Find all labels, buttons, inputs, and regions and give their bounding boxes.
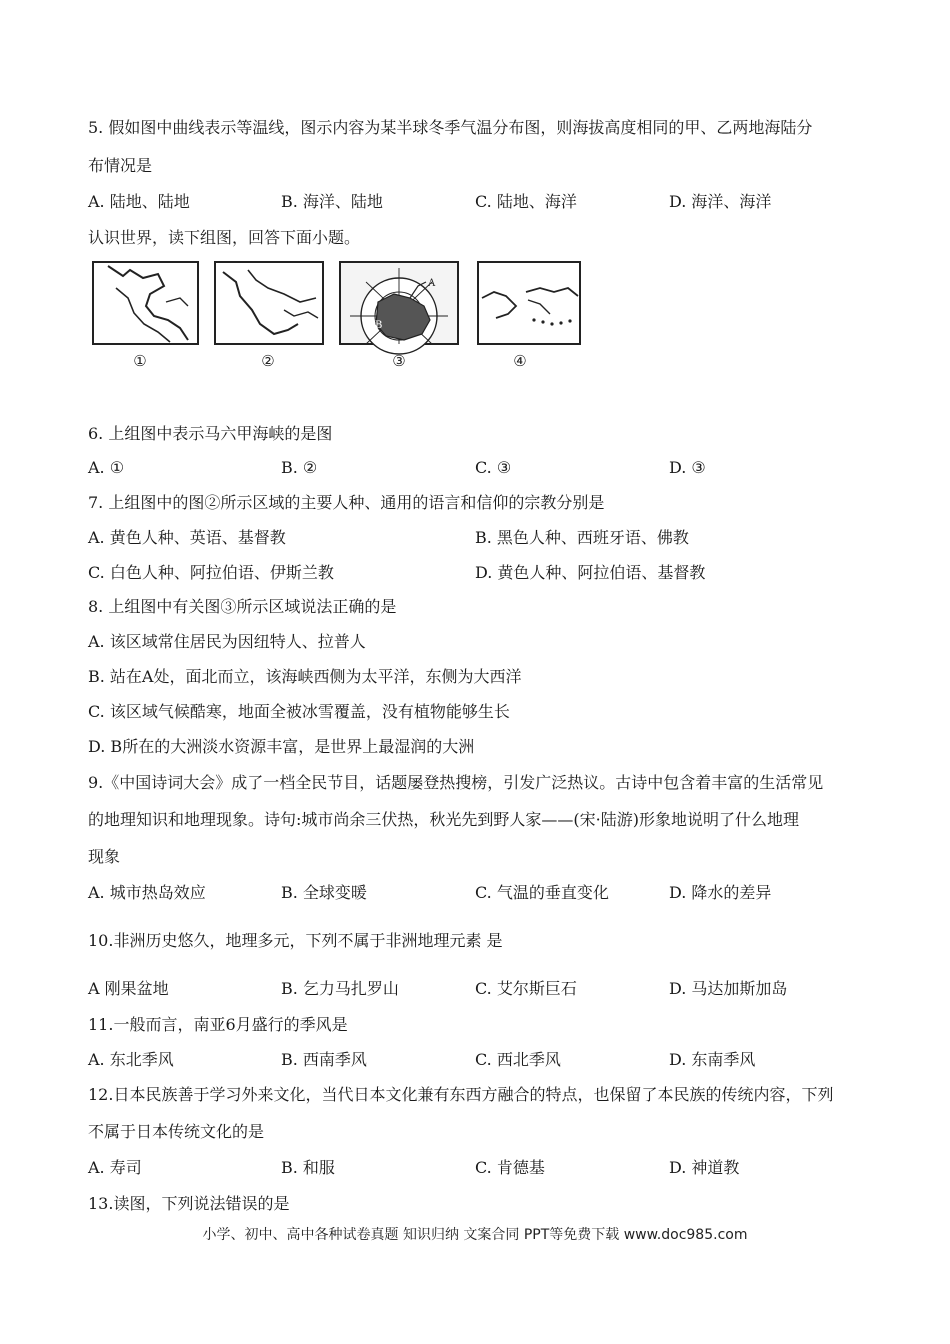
- q9-option-c: C. 气温的垂直变化: [475, 883, 609, 902]
- q9-stem-line2: 的地理知识和地理现象。诗句:城市尚余三伏热，秋光先到野人家——(宋·陆游)形象地说明了什么地理: [88, 810, 799, 829]
- q5-stem-line2: 布情况是: [88, 156, 153, 175]
- q8-option-b: B. 站在A处，面北而立，该海峡西侧为太平洋，东侧为大西洋: [88, 667, 522, 686]
- map-figure-group: [88, 258, 588, 378]
- q12-stem-line2: 不属于日本传统文化的是: [88, 1122, 265, 1141]
- q13-stem: 13.读图，下列说法错误的是: [88, 1194, 290, 1213]
- q9-option-d: D. 降水的差异: [669, 883, 772, 902]
- page-footer: 小学、初中、高中各种试卷真题 知识归纳 文案合同 PPT等免费下载 www.doc985.com: [202, 1227, 748, 1243]
- q7-stem: 7. 上组图中的图②所示区域的主要人种、通用的语言和信仰的宗教分别是: [88, 493, 605, 512]
- q8-option-d: D. B所在的大洲淡水资源丰富，是世界上最湿润的大洲: [88, 737, 475, 756]
- q9-stem-line1: 9.《中国诗词大会》成了一档全民节目，话题屡登热搜榜，引发广泛热议。古诗中包含着丰富的生活常见: [88, 773, 824, 792]
- q8-option-c: C. 该区域气候酷寒，地面全被冰雪覆盖，没有植物能够生长: [88, 702, 510, 721]
- q7-option-c: C. 白色人种、阿拉伯语、伊斯兰教: [88, 563, 334, 582]
- q7-option-b: B. 黑色人种、西班牙语、佛教: [475, 528, 689, 547]
- map-figure-2: [215, 262, 323, 370]
- q10-option-d: D. 马达加斯加岛: [669, 979, 788, 998]
- q11-option-b: B. 西南季风: [281, 1050, 367, 1069]
- q6-option-c: C. ③: [475, 458, 512, 477]
- q11-option-d: D. 东南季风: [669, 1050, 756, 1069]
- q5-option-b: B. 海洋、陆地: [281, 192, 383, 211]
- q12-option-c: C. 肯德基: [475, 1158, 545, 1177]
- map-figure-3-point-a: A: [428, 278, 436, 289]
- q7-option-a: A. 黄色人种、英语、基督教: [88, 528, 286, 547]
- q5-option-c: C. 陆地、海洋: [475, 192, 577, 211]
- q12-stem-line1: 12.日本民族善于学习外来文化，当代日本文化兼有东西方融合的特点，也保留了本民族的传统内容，下列: [88, 1085, 834, 1104]
- map-figure-1-label: ①: [133, 352, 147, 370]
- map-figure-4-label: ④: [513, 352, 527, 370]
- q5-option-a: A. 陆地、陆地: [88, 192, 190, 211]
- map-figure-1: [93, 262, 198, 370]
- q7-option-d: D. 黄色人种、阿拉伯语、基督教: [475, 563, 706, 582]
- q6-option-d: D. ③: [669, 458, 706, 477]
- q12-option-b: B. 和服: [281, 1158, 335, 1177]
- q10-option-b: B. 乞力马扎罗山: [281, 979, 399, 998]
- q10-option-c: C. 艾尔斯巨石: [475, 979, 577, 998]
- map-figure-3: [340, 262, 458, 370]
- q11-stem: 11.一般而言，南亚6月盛行的季风是: [88, 1015, 348, 1034]
- map-figure-2-label: ②: [261, 352, 275, 370]
- q10-stem: 10.非洲历史悠久，地理多元，下列不属于非洲地理元素 是: [88, 931, 503, 950]
- q8-stem: 8. 上组图中有关图③所示区域说法正确的是: [88, 597, 397, 616]
- map-figure-4: [478, 262, 580, 370]
- q10-option-a: A 刚果盆地: [88, 979, 169, 998]
- section-intro: 认识世界，读下组图，回答下面小题。: [88, 228, 361, 247]
- q6-option-b: B. ②: [281, 458, 318, 477]
- q11-option-c: C. 西北季风: [475, 1050, 561, 1069]
- q9-stem-line3: 现象: [88, 847, 121, 866]
- q9-option-b: B. 全球变暖: [281, 883, 367, 902]
- q6-option-a: A. ①: [88, 458, 125, 477]
- map-figures-svg: [88, 258, 588, 378]
- q8-option-a: A. 该区域常住居民为因纽特人、拉普人: [88, 632, 366, 651]
- q12-option-d: D. 神道教: [669, 1158, 740, 1177]
- map-figure-3-label: ③: [392, 352, 406, 370]
- q11-option-a: A. 东北季风: [88, 1050, 174, 1069]
- q6-stem: 6. 上组图中表示马六甲海峡的是图: [88, 424, 333, 443]
- q12-option-a: A. 寿司: [88, 1158, 142, 1177]
- map-figure-3-point-b: B: [375, 320, 383, 331]
- q5-stem-line1: 5. 假如图中曲线表示等温线，图示内容为某半球冬季气温分布图，则海拔高度相同的甲、乙两地海陆分: [88, 118, 813, 137]
- q9-option-a: A. 城市热岛效应: [88, 883, 206, 902]
- q5-option-d: D. 海洋、海洋: [669, 192, 772, 211]
